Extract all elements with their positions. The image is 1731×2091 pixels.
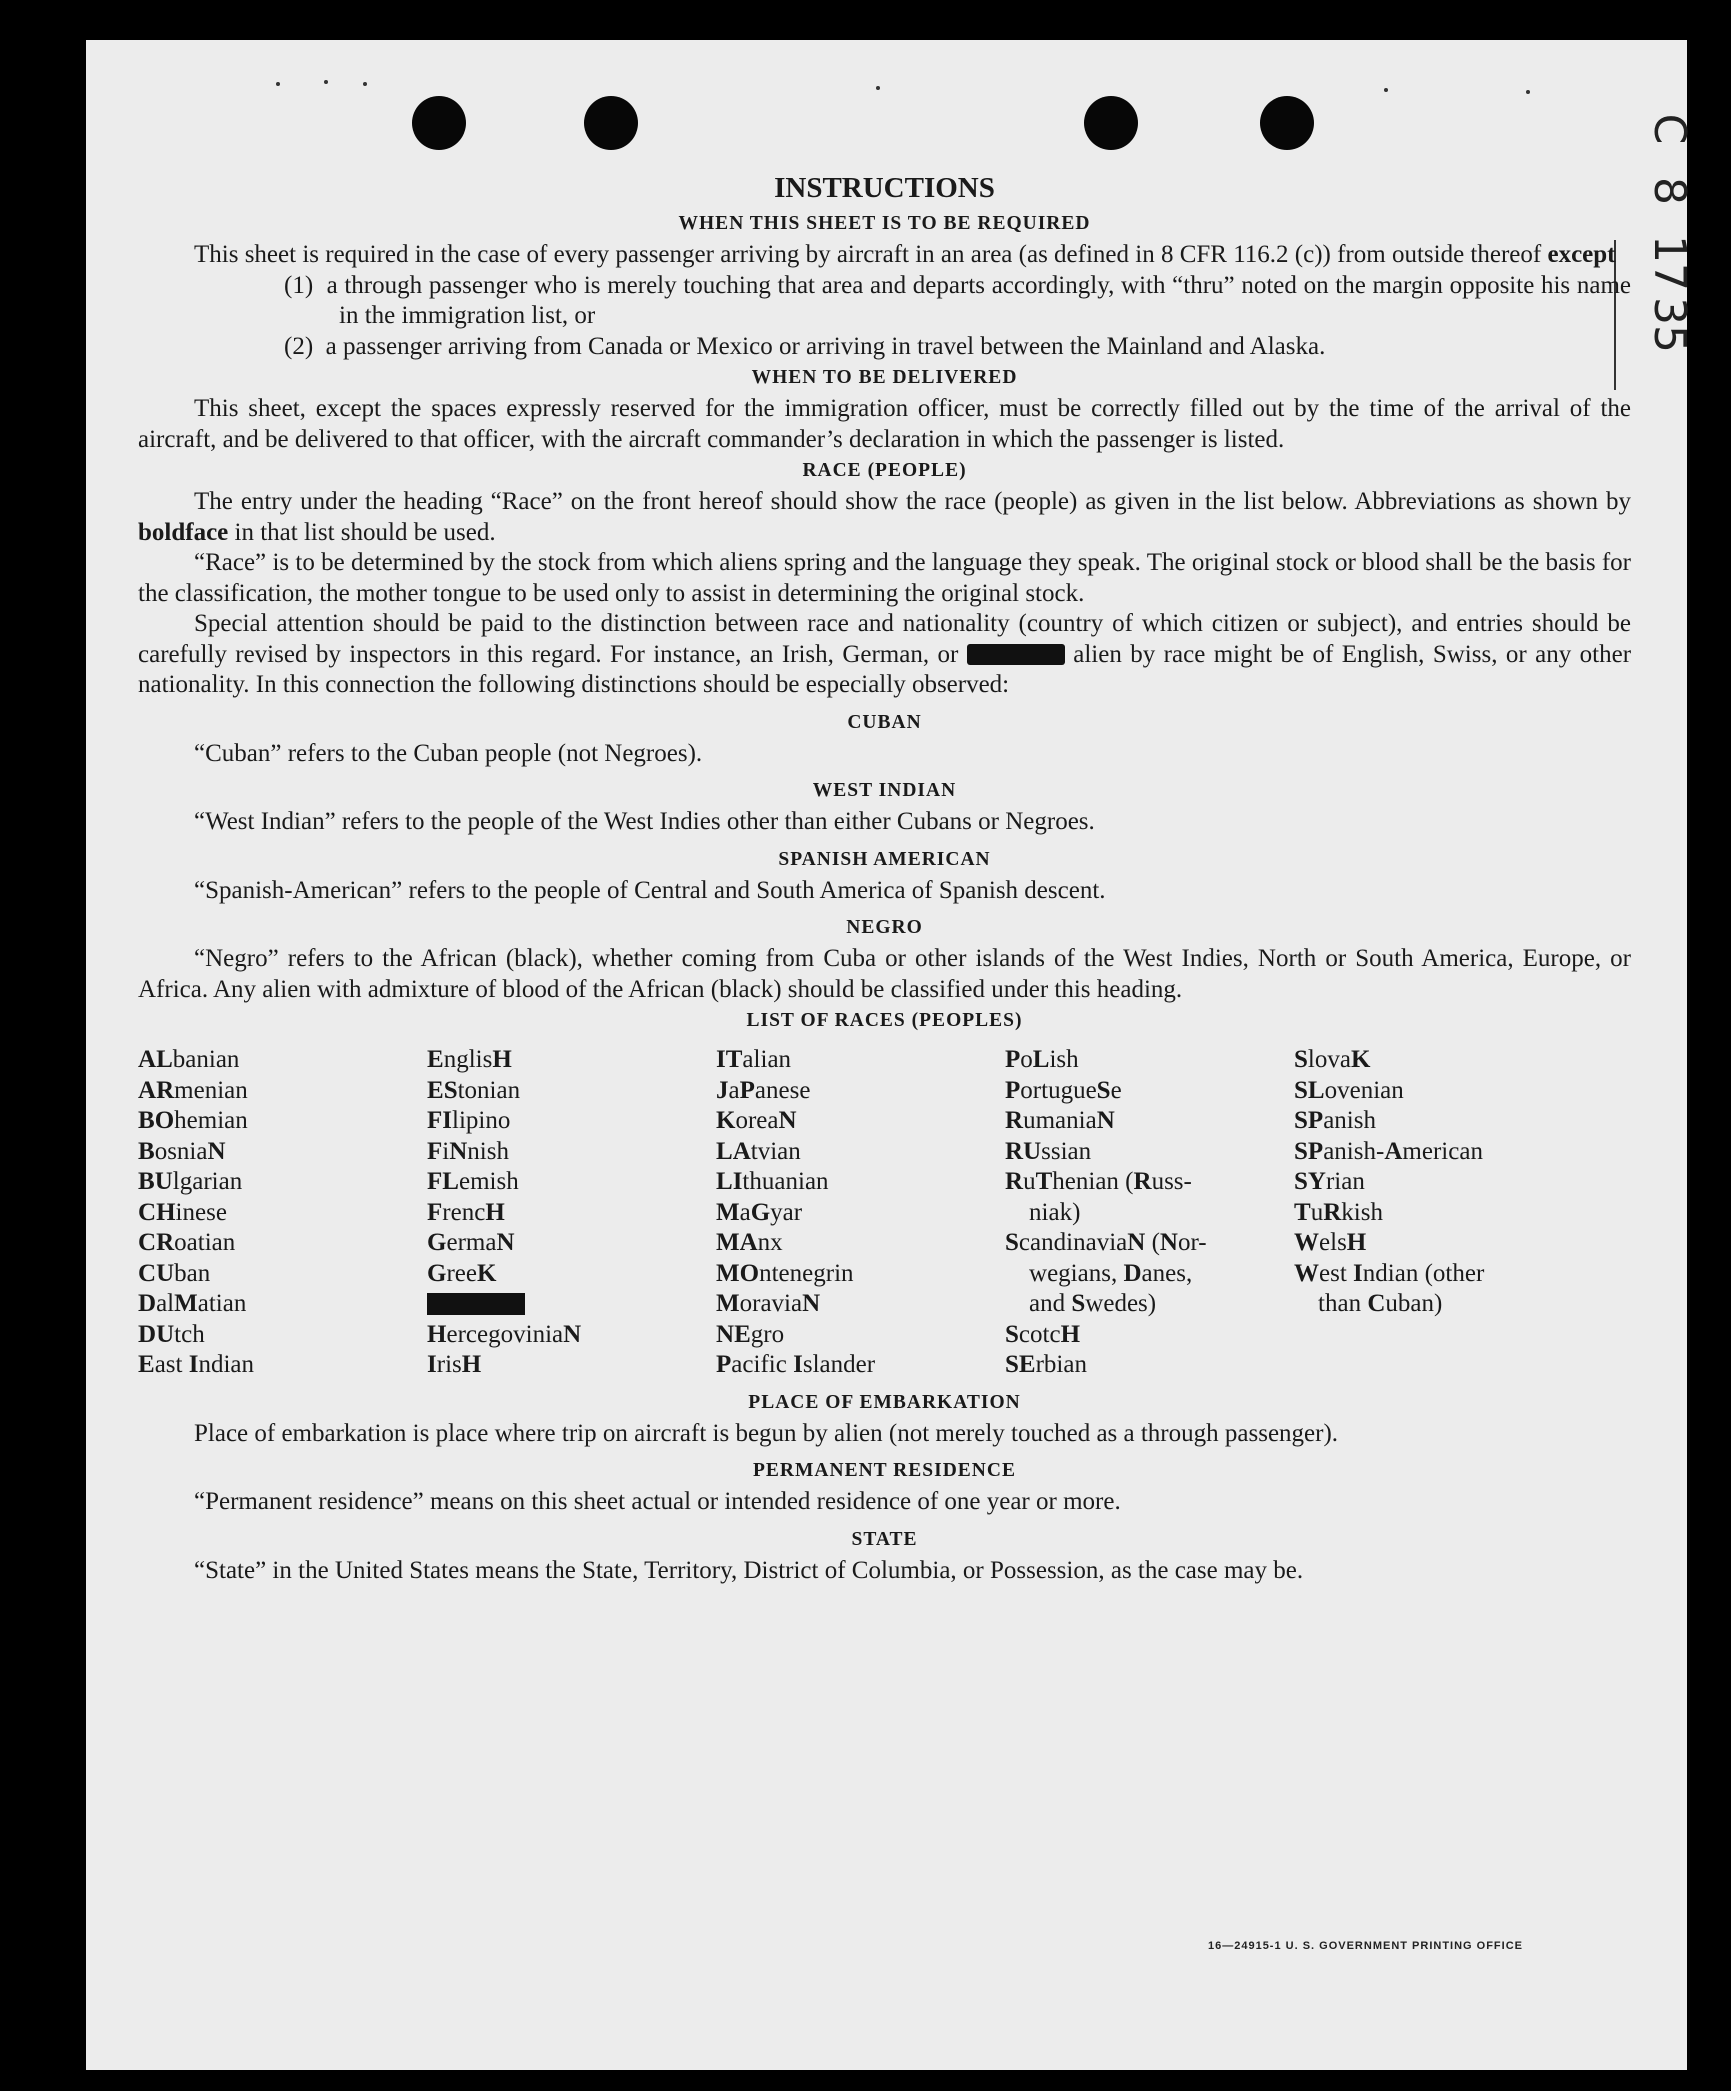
race-entry: FrencH xyxy=(427,1198,505,1226)
page-title: INSTRUCTIONS xyxy=(774,172,995,204)
race-entry: SYrian xyxy=(1294,1168,1365,1195)
race-entry: LIthuanian xyxy=(716,1168,829,1195)
paragraph: This sheet is required in the case of every passenger arriving by aircraft in an area (as defined in 8 CFR 116.2 (c)) from outside thereof except xyxy=(194,241,1616,268)
race-entry: IrisH xyxy=(427,1351,482,1378)
race-entry: CHinese xyxy=(138,1198,227,1226)
paragraph: Special attention should be paid to the distinction between race and nationality (country of which citizen or subject), and entries should be carefully revised by inspectors in this regard. For instance, an Irish, German, or alien by race might be of English, Swiss, or any other nationality. In this connection the following distinctions should be especially observed: xyxy=(138,610,1632,698)
race-entry: SErbian xyxy=(1005,1351,1087,1378)
heading-negro: NEGRO xyxy=(846,917,923,938)
heading-west-indian: WEST INDIAN xyxy=(812,780,957,801)
race-entry: BOhemian xyxy=(138,1107,248,1134)
race-entry: ALbanian xyxy=(138,1046,240,1073)
races-list xyxy=(138,1045,1631,1381)
heading-permanent-residence: PERMANENT RESIDENCE xyxy=(753,1460,1016,1481)
punch-hole xyxy=(412,96,466,150)
race-entry: MaGyar xyxy=(716,1198,803,1226)
race-entry: DalMatian xyxy=(138,1290,247,1317)
speck xyxy=(1384,88,1388,92)
race-entry: MOntenegrin xyxy=(716,1259,854,1287)
instructions-text xyxy=(138,168,1631,1586)
race-entry: niak) xyxy=(1029,1198,1081,1226)
list-item: (2) a passenger arriving from Canada or Mexico or arriving in travel between the Mainland and Alaska. xyxy=(284,332,1326,360)
race-entry: RUssian xyxy=(1005,1137,1092,1165)
paragraph: “State” in the United States means the State, Territory, District of Columbia, or Possession, as the case may be. xyxy=(194,1556,1304,1584)
race-entry: NEgro xyxy=(716,1320,785,1348)
race-entry: DUtch xyxy=(138,1320,205,1348)
race-entry: CRoatian xyxy=(138,1229,236,1256)
races-column xyxy=(716,1045,1005,1381)
race-entry: WelsH xyxy=(1294,1229,1367,1256)
paragraph: “Race” is to be determined by the stock from which aliens spring and the language they speak. The original stock or blood shall be the basis for the classification, the mother tongue to be used only to assist in determining the original stock. xyxy=(138,549,1631,607)
race-entry: and Swedes) xyxy=(1029,1290,1157,1317)
race-entry: SLovenian xyxy=(1294,1076,1404,1104)
race-entry: than Cuban) xyxy=(1318,1290,1443,1317)
race-entry: EnglisH xyxy=(427,1046,512,1073)
race-entry: SlovaK xyxy=(1294,1046,1371,1073)
printer-imprint: 16—24915-1 U. S. GOVERNMENT PRINTING OFFICE xyxy=(1207,1940,1523,1952)
races-column xyxy=(427,1045,716,1381)
redaction-mark xyxy=(967,644,1065,665)
race-entry: FiNnish xyxy=(427,1137,509,1165)
race-entry: PortugueSe xyxy=(1005,1076,1122,1104)
race-entry: East Indian xyxy=(138,1351,255,1378)
race-entry: Pacific Islander xyxy=(716,1351,876,1378)
race-entry: PoLish xyxy=(1005,1046,1079,1073)
speck xyxy=(324,80,328,84)
paragraph: This sheet, except the spaces expressly reserved for the immigration officer, must be correctly filled out by the time of the arrival of the aircraft, and be delivered to that officer, with the aircraft commander’s declaration in which the passenger is listed. xyxy=(138,395,1631,453)
speck xyxy=(876,86,880,90)
race-entry: MoraviaN xyxy=(716,1290,821,1317)
race-entry: ARmenian xyxy=(138,1076,248,1104)
race-entry: KoreaN xyxy=(716,1107,797,1134)
race-entry: ITalian xyxy=(716,1046,792,1073)
paragraph: “Cuban” refers to the Cuban people (not Negroes). xyxy=(194,739,703,767)
handwritten-annotation: C 8 17 35 xyxy=(1644,113,1695,353)
race-entry: BUlgarian xyxy=(138,1168,243,1195)
race-entry xyxy=(427,1289,716,1320)
race-entry: TuRkish xyxy=(1294,1198,1383,1226)
race-entry: wegians, Danes, xyxy=(1029,1259,1193,1287)
speck xyxy=(1526,90,1530,94)
heading-embarkation: PLACE OF EMBARKATION xyxy=(748,1391,1021,1413)
race-entry: SPanish xyxy=(1294,1107,1376,1134)
paragraph: “Spanish-American” refers to the people of Central and South America of Spanish descent. xyxy=(194,876,1106,904)
race-entry: GreeK xyxy=(427,1259,497,1287)
races-column xyxy=(138,1045,427,1381)
races-column xyxy=(1005,1045,1294,1381)
document-page xyxy=(86,40,1695,2070)
race-entry: CUban xyxy=(138,1259,211,1287)
race-entry: ScandinaviaN (Nor- xyxy=(1005,1229,1207,1256)
race-entry: JaPanese xyxy=(716,1076,811,1104)
heading-race: RACE (PEOPLE) xyxy=(802,460,967,481)
heading-when-delivered: WHEN TO BE DELIVERED xyxy=(751,367,1018,388)
heading-list-of-races: LIST OF RACES (PEOPLES) xyxy=(746,1010,1023,1031)
race-entry: RuThenian (Russ- xyxy=(1005,1168,1192,1195)
race-entry: EStonian xyxy=(427,1076,521,1104)
paragraph: Place of embarkation is place where trip on aircraft is begun by alien (not merely touched as a through passenger). xyxy=(194,1419,1339,1447)
races-column xyxy=(1294,1045,1634,1381)
race-entry: GermaN xyxy=(427,1229,515,1256)
race-entry: LAtvian xyxy=(716,1137,801,1165)
race-entry: West Indian (other xyxy=(1294,1259,1485,1287)
punch-hole xyxy=(584,96,638,150)
punch-hole xyxy=(1084,96,1138,150)
list-item: (1) a through passenger who is merely touching that area and departs accordingly, with “thru” noted on the margin opposite his name in the immigration list, or xyxy=(284,271,1631,329)
race-entry: ScotcH xyxy=(1005,1320,1081,1348)
race-entry: FLemish xyxy=(427,1168,519,1195)
heading-cuban: CUBAN xyxy=(847,711,922,733)
speck xyxy=(276,82,280,86)
heading-when-required: WHEN THIS SHEET IS TO BE REQUIRED xyxy=(678,213,1091,234)
race-entry: RumaniaN xyxy=(1005,1107,1115,1134)
redaction-mark xyxy=(427,1293,525,1315)
race-entry: HercegoviniaN xyxy=(427,1320,582,1348)
heading-state: STATE xyxy=(851,1528,918,1550)
heading-spanish-american: SPANISH AMERICAN xyxy=(778,848,991,870)
race-entry: BosniaN xyxy=(138,1137,226,1165)
speck xyxy=(363,82,367,86)
race-entry: MAnx xyxy=(716,1229,783,1256)
race-entry: SPanish-American xyxy=(1294,1137,1483,1165)
race-entry: FIlipino xyxy=(427,1107,511,1134)
paragraph: “Negro” refers to the African (black), whether coming from Cuba or other islands of the West Indies, North or South America, Europe, or Africa. Any alien with admixture of blood of the African (black) should be classified under this heading. xyxy=(138,945,1631,1003)
punch-hole xyxy=(1260,96,1314,150)
paragraph: The entry under the heading “Race” on the front hereof should show the race (people) as given in the list below. Abbreviations as shown by boldface in that list should be used. xyxy=(138,488,1631,546)
paragraph: “West Indian” refers to the people of the West Indies other than either Cubans or Negroes. xyxy=(194,808,1095,835)
paragraph: “Permanent residence” means on this sheet actual or intended residence of one year or more. xyxy=(194,1488,1121,1515)
